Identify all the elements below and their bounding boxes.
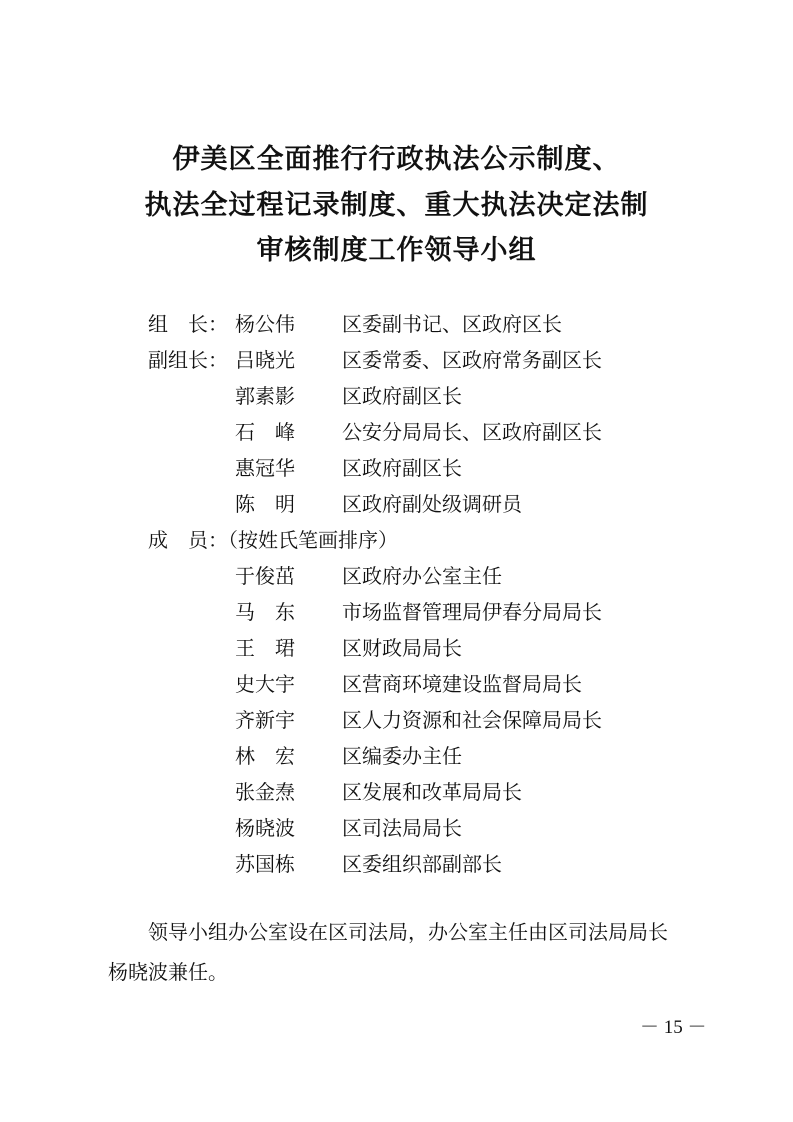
deputy-row: [0, 342, 793, 378]
member-row: [0, 630, 793, 666]
member-row: [0, 702, 793, 738]
member-row: [0, 774, 793, 810]
person-position: 区政府副区长: [342, 384, 462, 408]
office-note-line-2: 杨晓波兼任。: [108, 960, 228, 984]
title-line-1: 伊美区全面推行行政执法公示制度、: [172, 144, 621, 175]
deputy-row: [0, 450, 793, 486]
page-number: － 15 －: [640, 1017, 707, 1038]
person-name: 马 东: [235, 600, 295, 624]
member-row: [0, 558, 793, 594]
person-name: 石 峰: [235, 420, 295, 444]
deputy-row: [0, 378, 793, 414]
deputy-row: [0, 486, 793, 522]
person-name: 苏国栋: [235, 852, 295, 876]
deputy-row: [0, 414, 793, 450]
role-label: 组 长：: [148, 312, 228, 336]
members-heading-row: [0, 522, 793, 558]
member-row: [0, 738, 793, 774]
person-name: 齐新宇: [235, 708, 295, 732]
person-name: 史大宇: [235, 672, 295, 696]
person-name: 王 珺: [235, 636, 295, 660]
person-position: 区司法局局长: [342, 816, 462, 840]
member-row: [0, 666, 793, 702]
person-position: 区委组织部副部长: [342, 852, 502, 876]
person-position: 市场监督管理局伊春分局局长: [342, 600, 602, 624]
office-note-line-1: 领导小组办公室设在区司法局，办公室主任由区司法局局长: [148, 920, 668, 944]
person-name: 惠冠华: [235, 456, 295, 480]
person-name: 杨晓波: [235, 816, 295, 840]
person-name: 杨公伟: [235, 312, 295, 336]
member-row: [0, 594, 793, 630]
person-name: 于俊茁: [235, 564, 295, 588]
person-position: 区人力资源和社会保障局局长: [342, 708, 602, 732]
person-position: 区政府副区长: [342, 456, 462, 480]
person-position: 区委副书记、区政府区长: [342, 312, 562, 336]
person-position: 区发展和改革局局长: [342, 780, 522, 804]
roster-list: [0, 306, 793, 882]
members-heading: 成 员：（按姓氏笔画排序）: [148, 528, 398, 552]
person-name: 陈 明: [235, 492, 295, 516]
person-position: 区财政局局长: [342, 636, 462, 660]
role-label: 副组长：: [148, 348, 228, 372]
leader-row: [0, 306, 793, 342]
member-row: [0, 846, 793, 882]
title-line-2: 执法全过程记录制度、重大执法决定法制: [144, 190, 649, 221]
person-position: 区政府副处级调研员: [342, 492, 522, 516]
person-name: 郭素影: [235, 384, 295, 408]
title-line-3: 审核制度工作领导小组: [256, 235, 537, 266]
person-position: 区营商环境建设监督局局长: [342, 672, 582, 696]
person-name: 吕晓光: [235, 348, 295, 372]
person-position: 区政府办公室主任: [342, 564, 502, 588]
person-name: 林 宏: [235, 744, 295, 768]
person-position: 区编委办主任: [342, 744, 462, 768]
person-position: 公安分局局长、区政府副区长: [342, 420, 602, 444]
person-name: 张金焘: [235, 780, 295, 804]
person-position: 区委常委、区政府常务副区长: [342, 348, 602, 372]
member-row: [0, 810, 793, 846]
